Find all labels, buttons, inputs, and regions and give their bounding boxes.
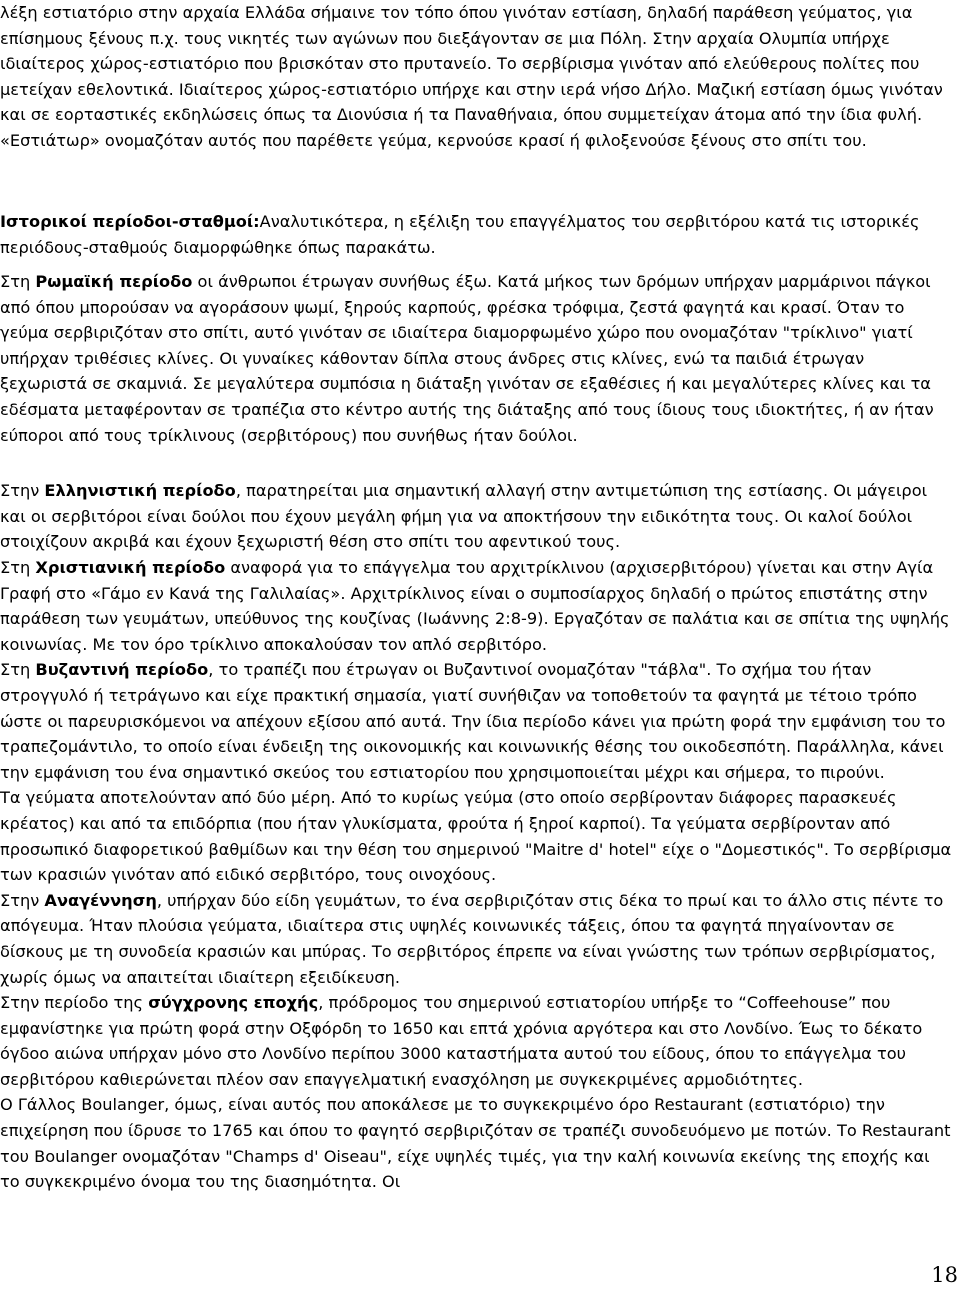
byzantine-period-heading: Βυζαντινή περίοδο bbox=[35, 660, 209, 680]
historical-periods-heading: Ιστορικοί περίοδοι-σταθμοί: bbox=[0, 212, 260, 231]
historical-periods-paragraph bbox=[0, 209, 954, 260]
later-periods-block bbox=[0, 555, 954, 1195]
roman-prefix: Στη bbox=[0, 272, 36, 291]
roman-period-paragraph bbox=[0, 269, 954, 448]
christian-period-paragraph bbox=[0, 555, 954, 657]
modern-era-paragraph bbox=[0, 990, 954, 1092]
renaissance-text: , υπήρχαν δύο είδη γευμάτων, το ένα σερβιριζόταν στις δέκα το πρωί και το άλλο στις πέντε το απόγευμα. Ήταν πλούσια γεύματα, ιδιαίτερα στις υψηλές κοινωνικές τάξεις, όπου τα φαγητά πηγαίνονταν σε δίσκους με τη συνοδεία κρασιών και μπύρας. Το σερβιτόρος έπρεπε να είναι γνώστης των τρόπων σερβιρίσματος, χωρίς όμως να απαιτείται ιδιαίτερη εξειδίκευση. bbox=[0, 890, 944, 987]
roman-period-heading: Ρωμαϊκή περίοδο bbox=[35, 272, 193, 291]
modern-prefix: Στην περίοδο της bbox=[0, 993, 149, 1013]
boulanger-paragraph: Ο Γάλλος Boulanger, όμως, είναι αυτός που αποκάλεσε με το συγκεκριμένο όρο Restaurant (εστιατόριο) την επιχείρηση που ίδρυσε το 1765 και όπου το φαγητό σερβιριζόταν σε τραπέζι συνοδευόμενο με ποτών. Το Restaurant του Boulanger ονομαζόταν "Champs d' Oiseau", είχε υψηλές τιμές, για την καλή κοινωνία εκείνης της εποχής και το συγκεκριμένο όνομα του της διασημότητα. Οι bbox=[0, 1095, 951, 1192]
byzantine-period-text: , το τραπέζι που έτρωγαν οι Βυζαντινοί ονομαζόταν "τάβλα". Το σχήμα του ήταν στρογγυλό ή τετράγωνο και είχε πρακτική σημασία, γιατί συνήθιζαν να τοποθετούν τα φαγητά με τέτοιο τρόπο ώστε οι παρευρισκόμενοι να απέχουν εξίσου από αυτά. Την ίδια περίοδο κάνει για πρώτη φορά την εμφάνιση του το τραπεζομάντιλο, το οποίο είναι ένδειξη της οικονομικής και κοινωνικής θέσης του οικοδεσπότη. Παράλληλα, κάνει την εμφάνιση του ένα σημαντικό σκεύος του εστιατορίου που χρησιμοποιείται μέχρι και σήμερα, το πιρούνι. bbox=[0, 660, 946, 782]
byzantine-period-paragraph bbox=[0, 657, 954, 785]
historical-periods-text: Αναλυτικότερα, η εξέλιξη του επαγγέλματος του σερβιτόρου κατά τις ιστορικές περιόδους-σταθμούς διαμορφώθηκε όπως παρακάτω. bbox=[0, 212, 920, 257]
intro-text: λέξη εστιατόριο στην αρχαία Ελλάδα σήμαινε τον τόπο όπου γινόταν εστίαση, δηλαδή παράθεση γεύματος, για επίσημους ξένους π.χ. τους νικητές των αγώνων που διεξάγονταν σε μια Πόλη. Στην αρχαία Ολυμπία υπήρχε ιδιαίτερος χώρος-εστιατόριο που βρισκόταν στο πρυτανείο. Το σερβίρισμα γινόταν από ελεύθερους πολίτες που μετείχαν εθελοντικά. Ιδιαίτερος χώρος-εστιατόριο υπήρχε και στην ιερά νήσο Δήλο. Μαζική εστίαση όμως γινόταν και σε εορταστικές εκδηλώσεις όπως τα Διονύσια ή τα Παναθήναια, όπου συμμετείχαν άτομα από την ίδια φυλή. «Εστιάτωρ» ονομαζόταν αυτός που παρέθετε γεύμα, κερνούσε κρασί ή φιλοξενούσε ξένους στο σπίτι του. bbox=[0, 3, 943, 150]
christian-period-text: αναφορά για το επάγγελμα του αρχιτρίκλινου (αρχισερβιτόρου) γίνεται και στην Αγία Γραφή στο «Γάμο εν Κανά της Γαλιλαίας». Αρχιτρίκλινος είναι ο συμποσίαρχος δηλαδή ο πρώτος επιστάτης στην παράθεση των γευμάτων, υπεύθυνος της κουζίνας (Ιωάννης 2:8-9). Εργαζόταν σε παλάτια και σε σπίτια της υψηλής κοινωνίας. Με τον όρο τρίκλινο αποκαλούσαν τον απλό σερβιτόρο. bbox=[0, 558, 950, 654]
christian-prefix: Στη bbox=[0, 558, 36, 577]
roman-period-text: οι άνθρωποι έτρωγαν συνήθως έξω. Κατά μήκος των δρόμων υπήρχαν μαρμάρινοι πάγκοι από όπου μπορούσαν να αγοράσουν ψωμί, ξηρούς καρπούς, φρέσκα τρόφιμα, ζεστά φαγητά και κρασί. Όταν το γεύμα σερβιριζόταν στο σπίτι, αυτό γινόταν σε ιδιαίτερα διαμορφωμένο χώρο που ονομαζόταν "τρίκλινο" γιατί υπήρχαν τριθέσιες κλίνες. Οι γυναίκες κάθονταν δίπλα στους άνδρες στις κλίνες, ενώ τα παιδιά έτρωγαν ξεχωριστά σε σκαμνιά. Σε μεγαλύτερα συμπόσια η διάταξη γινόταν σε εξαθέσιες ή και μεγαλύτερες κλίνες και τα εδέσματα μεταφέρονταν σε τραπέζια στο κέντρο αυτής της διάταξης από τους ίδιους τους ιδιοκτήτες, ή αν ήταν εύποροι από τους τρίκλινους (σερβιτόρους) που συνήθως ήταν δούλοι. bbox=[0, 272, 934, 445]
renaissance-paragraph bbox=[0, 888, 954, 990]
intro-paragraph bbox=[0, 0, 954, 154]
renaissance-heading: Αναγέννηση bbox=[44, 890, 157, 910]
renaissance-prefix: Στην bbox=[0, 890, 45, 910]
modern-era-heading: σύγχρονης εποχής bbox=[148, 993, 319, 1013]
christian-period-heading: Χριστιανική περίοδο bbox=[35, 558, 226, 577]
modern-era-text: , πρόδρομος του σημερινού εστιατορίου υπήρξε το “Coffeehouse” που εμφανίστηκε για πρώτη φορά στην Οξφόρδη το 1650 και επτά χρόνια αργότερα και στο Λονδίνο. Έως το δέκατο όγδοο αιώνα υπήρχαν μόνο στο Λονδίνο περίπου 3000 καταστήματα αυτού του είδους, όπου το επάγγελμα του σερβιτόρου καθιερώνεται πλέον σαν επαγγελματική ενασχόληση με συγκεκριμένες αρμοδιότητες. bbox=[0, 993, 923, 1089]
hellenistic-period-paragraph bbox=[0, 478, 954, 555]
hellenistic-prefix: Στην bbox=[0, 481, 45, 500]
hellenistic-period-heading: Ελληνιστική περίοδο bbox=[44, 481, 236, 500]
byzantine-meals-paragraph: Τα γεύματα αποτελούνταν από δύο μέρη. Από το κυρίως γεύμα (στο οποίο σερβίρονταν διάφορες παρασκευές κρέατος) και από τα επιδόρπια (που ήταν γλυκίσματα, φρούτα ή ξηροί καρποί). Τα γεύματα σερβίρονταν από προσωπικό διαφορετικού βαθμίδων και την θέση του σημερινού "Maitre d' hotel" είχε ο "Δομεστικός". Το σερβίρισμα των κρασιών γινόταν από ειδικό σερβιτόρο, τους οινοχόους. bbox=[0, 788, 952, 885]
hellenistic-period-text: , παρατηρείται μια σημαντική αλλαγή στην αντιμετώπιση της εστίασης. Οι μάγειροι και οι σερβιτόροι είναι δούλοι που έχουν μεγάλη φήμη για να αποκτήσουν την ειδικότητα τους. Οι καλοί δούλοι στοιχίζουν ακριβά και έχουν ξεχωριστή θέση στο σπίτι του αφεντικού τους. bbox=[0, 481, 928, 552]
page-number: 18 bbox=[931, 1263, 958, 1287]
byzantine-prefix: Στη bbox=[0, 660, 36, 680]
